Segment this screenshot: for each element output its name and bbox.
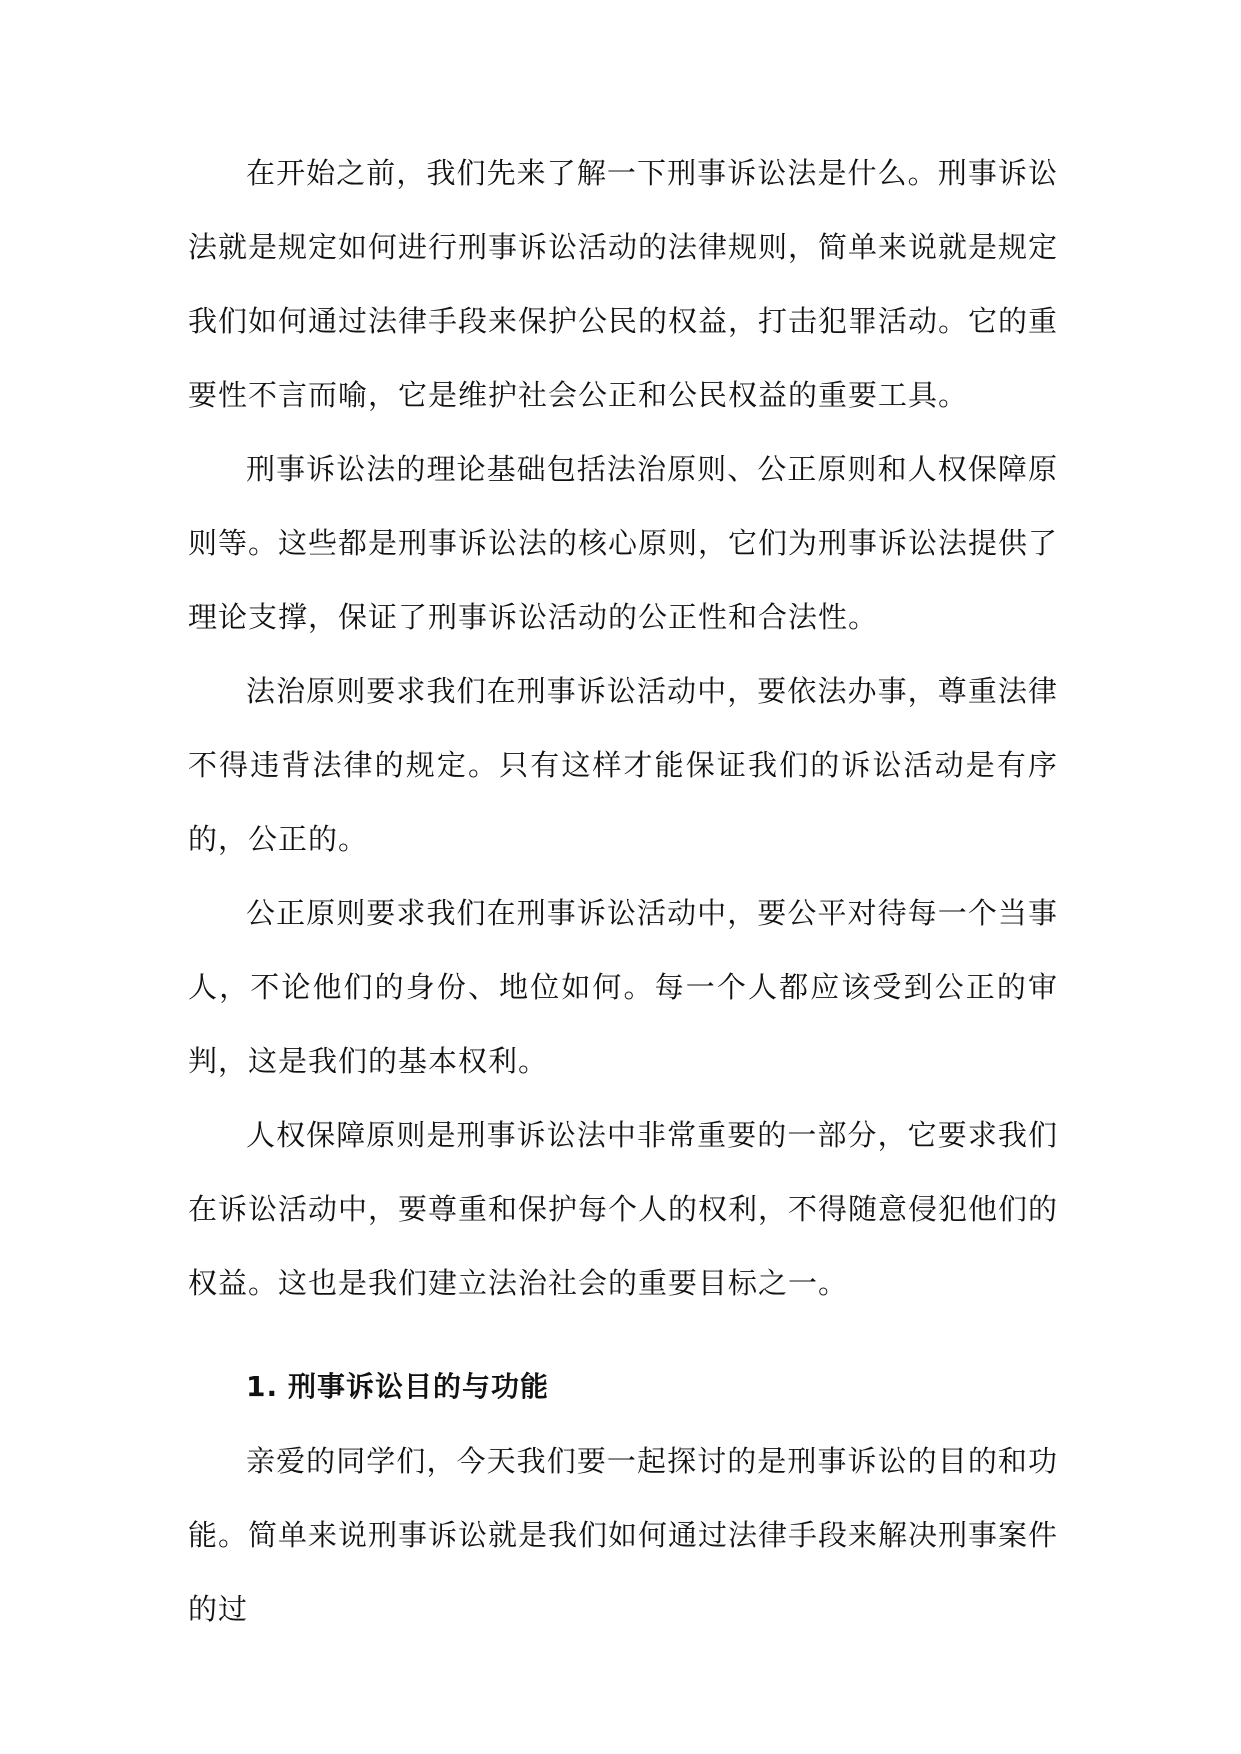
section-heading bbox=[188, 1320, 1058, 1424]
section-title: 刑事诉讼目的与功能 bbox=[288, 1370, 550, 1403]
document-page bbox=[188, 136, 1058, 1646]
paragraph-purpose: 亲爱的同学们，今天我们要一起探讨的是刑事诉讼的目的和功能。简单来说刑事诉讼就是我们如何通过法律手段来解决刑事案件的过 bbox=[188, 1444, 1059, 1626]
paragraph-justice: 公正原则要求我们在刑事诉讼活动中，要公平对待每一个当事人，不论他们的身份、地位如何。每一个人都应该受到公正的审判，这是我们的基本权利。 bbox=[188, 896, 1058, 1078]
section-number: 1. bbox=[246, 1370, 279, 1403]
paragraph-theory: 刑事诉讼法的理论基础包括法治原则、公正原则和人权保障原则等。这些都是刑事诉讼法的核心原则，它们为刑事诉讼法提供了理论支撑，保证了刑事诉讼活动的公正性和合法性。 bbox=[188, 452, 1059, 634]
paragraph-rule-of-law: 法治原则要求我们在刑事诉讼活动中，要依法办事，尊重法律不得违背法律的规定。只有这样才能保证我们的诉讼活动是有序的，公正的。 bbox=[188, 674, 1058, 856]
paragraph-human-rights: 人权保障原则是刑事诉讼法中非常重要的一部分，它要求我们在诉讼活动中，要尊重和保护每个人的权利，不得随意侵犯他们的权益。这也是我们建立法治社会的重要目标之一。 bbox=[188, 1118, 1059, 1300]
paragraph-intro: 在开始之前，我们先来了解一下刑事诉讼法是什么。刑事诉讼法就是规定如何进行刑事诉讼活动的法律规则，简单来说就是规定我们如何通过法律手段来保护公民的权益，打击犯罪活动。它的重要性不言而喻，它是维护社会公正和公民权益的重要工具。 bbox=[188, 156, 1059, 412]
